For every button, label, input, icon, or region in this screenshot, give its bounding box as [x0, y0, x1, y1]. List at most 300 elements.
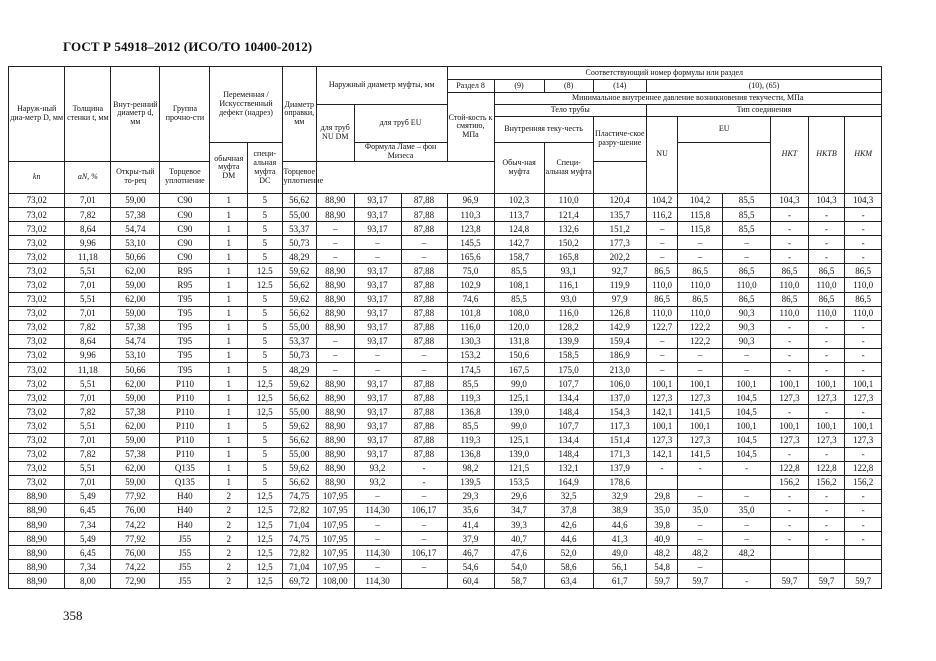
- table-cell: 88,90: [9, 518, 65, 532]
- table-cell: 5: [248, 363, 282, 377]
- table-cell: 142,7: [494, 236, 544, 250]
- table-cell: 73,02: [9, 377, 65, 391]
- table-cell: 137,9: [593, 461, 646, 475]
- table-cell: 12,5: [248, 391, 282, 405]
- table-cell: 156,2: [845, 475, 882, 489]
- table-cell: 88,90: [316, 447, 354, 461]
- table-cell: 113,7: [494, 208, 544, 222]
- table-cell: -: [771, 447, 809, 461]
- table-cell: 73,02: [9, 208, 65, 222]
- table-cell: 142,1: [646, 447, 677, 461]
- table-cell: 73,02: [9, 334, 65, 348]
- table-body: [9, 193, 882, 588]
- table-cell: -: [808, 489, 845, 503]
- table-cell: H40: [160, 489, 210, 503]
- table-cell: 59,7: [678, 574, 723, 588]
- table-cell: J55: [160, 532, 210, 546]
- table-cell: –: [401, 489, 447, 503]
- table-cell: 88,90: [316, 461, 354, 475]
- table-cell: –: [723, 363, 771, 377]
- table-cell: 116,0: [544, 306, 593, 320]
- table-cell: -: [845, 489, 882, 503]
- table-cell: 139,5: [447, 475, 494, 489]
- table-cell: 56,62: [282, 391, 316, 405]
- table-cell: -: [845, 532, 882, 546]
- table-cell: 59,00: [111, 391, 160, 405]
- table-cell: 134,4: [544, 391, 593, 405]
- table-cell: T95: [160, 292, 210, 306]
- table-cell: 1: [210, 363, 248, 377]
- table-cell: [646, 475, 677, 489]
- table-cell: 46,7: [447, 546, 494, 560]
- table-cell: 5,51: [65, 461, 111, 475]
- table-cell: 57,38: [111, 405, 160, 419]
- table-cell: 100,1: [646, 419, 677, 433]
- table-cell: 7,34: [65, 518, 111, 532]
- table-cell: 148,4: [544, 447, 593, 461]
- table-cell: 99,0: [494, 419, 544, 433]
- table-cell: –: [354, 518, 401, 532]
- table-row: [9, 405, 882, 419]
- table-cell: J55: [160, 574, 210, 588]
- table-cell: 122,2: [678, 334, 723, 348]
- table-cell: 57,38: [111, 208, 160, 222]
- table-cell: 88,90: [316, 292, 354, 306]
- table-cell: 1: [210, 208, 248, 222]
- table-cell: 164,9: [544, 475, 593, 489]
- table-cell: 107,95: [316, 532, 354, 546]
- table-cell: 87,88: [401, 222, 447, 236]
- table-cell: R95: [160, 278, 210, 292]
- table-cell: 53,10: [111, 348, 160, 362]
- table-cell: 59,62: [282, 377, 316, 391]
- table-cell: [723, 475, 771, 489]
- table-cell: -: [771, 208, 809, 222]
- table-cell: 100,1: [845, 377, 882, 391]
- table-cell: -: [771, 363, 809, 377]
- table-cell: 177,3: [593, 236, 646, 250]
- table-cell: 116,0: [447, 320, 494, 334]
- table-cell: 1: [210, 320, 248, 334]
- table-cell: 131,8: [494, 334, 544, 348]
- table-row: [9, 292, 882, 306]
- table-cell: –: [723, 489, 771, 503]
- table-row: [9, 503, 882, 517]
- table-cell: 62,00: [111, 264, 160, 278]
- table-cell: 7,01: [65, 193, 111, 207]
- table-cell: 44,6: [593, 518, 646, 532]
- table-cell: 104,5: [723, 447, 771, 461]
- table-cell: 1: [210, 306, 248, 320]
- table-cell: –: [354, 250, 401, 264]
- header-eu: EU: [678, 117, 771, 143]
- table-cell: 87,88: [401, 334, 447, 348]
- table-cell: [845, 560, 882, 574]
- table-cell: –: [401, 236, 447, 250]
- table-cell: 93,17: [354, 405, 401, 419]
- table-cell: 87,88: [401, 292, 447, 306]
- table-cell: P110: [160, 377, 210, 391]
- table-cell: 5: [248, 306, 282, 320]
- table-cell: 136,8: [447, 447, 494, 461]
- table-cell: 9,96: [65, 348, 111, 362]
- table-cell: 151,4: [593, 433, 646, 447]
- table-cell: 110,0: [723, 278, 771, 292]
- table-cell: 178,6: [593, 475, 646, 489]
- table-cell: –: [723, 348, 771, 362]
- table-cell: 85,5: [494, 264, 544, 278]
- table-cell: –: [316, 236, 354, 250]
- table-cell: 127,3: [771, 391, 809, 405]
- table-row: [9, 461, 882, 475]
- table-cell: 11,18: [65, 250, 111, 264]
- header-an: aN, %: [65, 161, 111, 193]
- table-cell: 50,73: [282, 348, 316, 362]
- table-cell: 29,8: [646, 489, 677, 503]
- table-cell: 7,01: [65, 306, 111, 320]
- table-cell: 39,8: [646, 518, 677, 532]
- table-cell: -: [808, 236, 845, 250]
- table-cell: 86,5: [771, 292, 809, 306]
- table-cell: [401, 574, 447, 588]
- table-cell: 8,00: [65, 574, 111, 588]
- table-cell: 87,88: [401, 193, 447, 207]
- table-cell: 12,5: [248, 405, 282, 419]
- table-cell: 62,00: [111, 377, 160, 391]
- table-cell: -: [845, 447, 882, 461]
- table-cell: 141,5: [678, 405, 723, 419]
- table-cell: 41,4: [447, 518, 494, 532]
- table-cell: 123,8: [447, 222, 494, 236]
- table-cell: –: [678, 532, 723, 546]
- table-cell: 7,01: [65, 433, 111, 447]
- table-cell: 132,6: [544, 222, 593, 236]
- table-cell: 57,38: [111, 320, 160, 334]
- table-cell: 54,74: [111, 334, 160, 348]
- table-cell: 86,5: [646, 264, 677, 278]
- table-cell: 85,5: [723, 222, 771, 236]
- table-cell: 75,0: [447, 264, 494, 278]
- table-cell: 108,00: [316, 574, 354, 588]
- table-cell: 86,5: [771, 264, 809, 278]
- header-lame-formula: Формула Ламе – фон Мизеса: [354, 143, 447, 162]
- table-cell: 110,3: [447, 208, 494, 222]
- table-cell: 88,90: [316, 405, 354, 419]
- table-cell: 153,5: [494, 475, 544, 489]
- table-cell: 85,5: [447, 419, 494, 433]
- table-cell: 148,4: [544, 405, 593, 419]
- table-cell: 167,5: [494, 363, 544, 377]
- table-cell: –: [401, 348, 447, 362]
- table-row: [9, 278, 882, 292]
- table-cell: -: [401, 461, 447, 475]
- table-cell: -: [646, 461, 677, 475]
- header-wall-thickness: Толщина стенки t, мм: [65, 67, 111, 162]
- table-cell: 119,3: [447, 391, 494, 405]
- table-cell: 122,8: [808, 461, 845, 475]
- table-cell: 74,22: [111, 560, 160, 574]
- table-cell: 73,02: [9, 433, 65, 447]
- table-row: [9, 532, 882, 546]
- table-cell: 54,6: [447, 560, 494, 574]
- table-cell: 86,5: [678, 264, 723, 278]
- table-cell: 86,5: [808, 292, 845, 306]
- table-cell: –: [678, 348, 723, 362]
- header-pipe-yield: Внутренняя теку-честь: [494, 117, 593, 143]
- table-cell: 174,5: [447, 363, 494, 377]
- table-cell: –: [646, 334, 677, 348]
- table-cell: 59,62: [282, 461, 316, 475]
- table-cell: 2: [210, 489, 248, 503]
- table-cell: 5: [248, 419, 282, 433]
- table-cell: 1: [210, 236, 248, 250]
- table-cell: 151,2: [593, 222, 646, 236]
- table-cell: [808, 546, 845, 560]
- header-variable-defect: Переменная /Искусственный дефект (надрез): [210, 67, 282, 143]
- table-cell: 5: [248, 433, 282, 447]
- table-cell: 88,90: [316, 475, 354, 489]
- table-row: [9, 250, 882, 264]
- page-number: 358: [63, 608, 83, 623]
- table-cell: 153,2: [447, 348, 494, 362]
- table-row: [9, 546, 882, 560]
- table-cell: 73,02: [9, 391, 65, 405]
- table-cell: 87,88: [401, 377, 447, 391]
- table-cell: 59,00: [111, 193, 160, 207]
- table-cell: 5: [248, 348, 282, 362]
- header-eu-special: Специ-альная муфта: [544, 143, 593, 194]
- table-cell: 73,02: [9, 236, 65, 250]
- table-cell: –: [316, 334, 354, 348]
- table-cell: 71,04: [282, 518, 316, 532]
- table-cell: -: [808, 334, 845, 348]
- table-cell: 107,95: [316, 546, 354, 560]
- table-cell: 12,5: [248, 489, 282, 503]
- table-cell: -: [845, 503, 882, 517]
- table-cell: J55: [160, 560, 210, 574]
- header-formula-number: Соответствующий номер формулы или раздел: [447, 67, 881, 80]
- table-cell: 127,3: [646, 433, 677, 447]
- table-cell: 55,00: [282, 320, 316, 334]
- header-connection-type: Тип соединения: [646, 105, 881, 117]
- table-cell: 73,02: [9, 292, 65, 306]
- table-cell: -: [808, 447, 845, 461]
- table-cell: 139,0: [494, 405, 544, 419]
- table-cell: 107,95: [316, 489, 354, 503]
- table-cell: –: [354, 363, 401, 377]
- table-cell: C90: [160, 208, 210, 222]
- table-row: [9, 208, 882, 222]
- table-cell: 62,00: [111, 419, 160, 433]
- table-cell: 104,3: [845, 193, 882, 207]
- header-mandrel: Диаметр оправки, мм: [282, 67, 316, 162]
- table-cell: 41,3: [593, 532, 646, 546]
- table-cell: T95: [160, 306, 210, 320]
- table-cell: 59,62: [282, 419, 316, 433]
- table-row: [9, 419, 882, 433]
- table-cell: 7,82: [65, 208, 111, 222]
- table-cell: R95: [160, 264, 210, 278]
- table-cell: 49,0: [593, 546, 646, 560]
- table-cell: –: [646, 222, 677, 236]
- table-cell: 100,1: [646, 377, 677, 391]
- table-cell: –: [723, 236, 771, 250]
- table-cell: 116,2: [646, 208, 677, 222]
- table-cell: 93,17: [354, 419, 401, 433]
- table-cell: 100,1: [723, 377, 771, 391]
- table-cell: –: [646, 250, 677, 264]
- table-cell: 53,37: [282, 222, 316, 236]
- table-cell: 86,5: [723, 292, 771, 306]
- table-cell: 150,6: [494, 348, 544, 362]
- table-cell: 7,34: [65, 560, 111, 574]
- table-cell: 8,64: [65, 334, 111, 348]
- table-cell: -: [808, 405, 845, 419]
- table-cell: T95: [160, 320, 210, 334]
- table-cell: [808, 560, 845, 574]
- table-cell: 158,5: [544, 348, 593, 362]
- table-cell: 35,6: [447, 503, 494, 517]
- table-cell: 1: [210, 193, 248, 207]
- table-cell: 110,0: [845, 306, 882, 320]
- table-cell: 5: [248, 222, 282, 236]
- table-cell: 100,1: [845, 419, 882, 433]
- header-regular-coupling: обычная муфта DM: [210, 143, 248, 194]
- table-cell: 63,4: [544, 574, 593, 588]
- table-cell: 2: [210, 546, 248, 560]
- table-cell: 47,6: [494, 546, 544, 560]
- header-nu-pipes: для труб NU DM: [316, 105, 354, 162]
- table-cell: 90,3: [723, 320, 771, 334]
- table-cell: 54,74: [111, 222, 160, 236]
- table-cell: 74,75: [282, 489, 316, 503]
- table-cell: -: [771, 489, 809, 503]
- table-cell: 6,45: [65, 546, 111, 560]
- table-cell: 2: [210, 574, 248, 588]
- table-cell: 93,17: [354, 447, 401, 461]
- table-cell: 110,0: [678, 306, 723, 320]
- table-cell: T95: [160, 334, 210, 348]
- table-cell: 1: [210, 433, 248, 447]
- table-cell: 93,1: [544, 264, 593, 278]
- table-cell: 120,0: [494, 320, 544, 334]
- table-cell: 35,0: [723, 503, 771, 517]
- table-cell: 130,3: [447, 334, 494, 348]
- table-cell: 48,29: [282, 250, 316, 264]
- table-cell: 56,62: [282, 193, 316, 207]
- table-cell: 58,6: [544, 560, 593, 574]
- table-cell: 93,0: [544, 292, 593, 306]
- table-cell: 52,0: [544, 546, 593, 560]
- table-cell: 74,6: [447, 292, 494, 306]
- table-cell: 124,8: [494, 222, 544, 236]
- table-cell: 110,0: [808, 278, 845, 292]
- table-cell: 6,45: [65, 503, 111, 517]
- table-cell: 114,30: [354, 546, 401, 560]
- table-cell: -: [808, 518, 845, 532]
- header-pipe-body: Тело трубы: [494, 105, 646, 117]
- table-cell: 88,90: [316, 391, 354, 405]
- table-cell: 56,62: [282, 475, 316, 489]
- table-cell: 139,0: [494, 447, 544, 461]
- table-cell: 55,00: [282, 447, 316, 461]
- table-cell: -: [771, 532, 809, 546]
- table-cell: 122,2: [678, 320, 723, 334]
- table-cell: 101,8: [447, 306, 494, 320]
- table-cell: 29,6: [494, 489, 544, 503]
- table-cell: 12.5: [248, 264, 282, 278]
- table-cell: 87,88: [401, 306, 447, 320]
- header-section8: Раздел 8: [447, 80, 494, 93]
- table-cell: 88,90: [9, 560, 65, 574]
- table-cell: 117,3: [593, 419, 646, 433]
- table-cell: 175,0: [544, 363, 593, 377]
- table-cell: 48,2: [723, 546, 771, 560]
- table-cell: -: [808, 532, 845, 546]
- table-cell: 74,22: [111, 518, 160, 532]
- table-cell: 104,2: [646, 193, 677, 207]
- table-cell: 90,3: [723, 334, 771, 348]
- table-cell: 136,8: [447, 405, 494, 419]
- table-cell: 88,90: [316, 306, 354, 320]
- table-cell: 1: [210, 222, 248, 236]
- table-cell: 114,30: [354, 574, 401, 588]
- table-cell: -: [845, 363, 882, 377]
- table-cell: 110,0: [845, 278, 882, 292]
- table-cell: -: [845, 222, 882, 236]
- table-cell: 5: [248, 208, 282, 222]
- table-cell: 1: [210, 461, 248, 475]
- table-cell: 72,82: [282, 503, 316, 517]
- table-cell: 59,7: [845, 574, 882, 588]
- table-cell: P110: [160, 433, 210, 447]
- table-cell: 104,2: [678, 193, 723, 207]
- table-cell: 87,88: [401, 208, 447, 222]
- table-cell: 97,9: [593, 292, 646, 306]
- table-cell: 76,00: [111, 503, 160, 517]
- table-cell: 86,5: [723, 264, 771, 278]
- table-cell: 88,90: [9, 532, 65, 546]
- header-end-seal-2: Торцевое уплотнение: [282, 161, 316, 193]
- table-cell: 73,02: [9, 264, 65, 278]
- table-cell: 127,3: [808, 433, 845, 447]
- header-hktb: НКТВ: [808, 117, 845, 194]
- table-row: [9, 475, 882, 489]
- table-row: [9, 348, 882, 362]
- table-cell: 93,17: [354, 306, 401, 320]
- table-cell: 93,17: [354, 292, 401, 306]
- table-cell: –: [354, 348, 401, 362]
- table-cell: 87,88: [401, 433, 447, 447]
- table-cell: -: [845, 208, 882, 222]
- header-coupling-od: Наружный диаметр муфты, мм: [316, 67, 447, 105]
- table-cell: 100,1: [678, 377, 723, 391]
- table-cell: 116,1: [544, 278, 593, 292]
- table-cell: -: [808, 250, 845, 264]
- table-cell: 35,0: [678, 503, 723, 517]
- table-cell: 100,1: [723, 419, 771, 433]
- table-cell: 88,90: [316, 208, 354, 222]
- table-cell: -: [771, 405, 809, 419]
- table-cell: 150,2: [544, 236, 593, 250]
- table-cell: 88,90: [316, 377, 354, 391]
- table-cell: 87,88: [401, 320, 447, 334]
- table-cell: 104,3: [808, 193, 845, 207]
- table-cell: 88,90: [9, 503, 65, 517]
- table-cell: 110,0: [678, 278, 723, 292]
- table-cell: 5,51: [65, 292, 111, 306]
- table-cell: 93,17: [354, 264, 401, 278]
